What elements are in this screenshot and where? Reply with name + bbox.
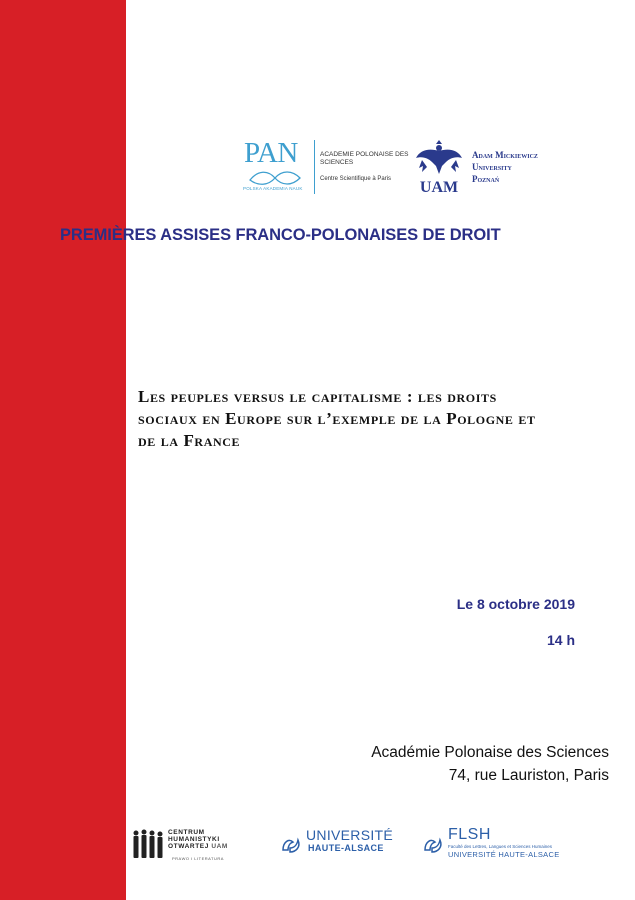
pan-academy-name: ACADEMIE POLONAISE DES SCIENCES [320,151,409,166]
event-title: PREMIÈRES ASSISES FRANCO-POLONAISES DE DROIT [60,226,501,244]
flsh-bottom: UNIVERSITÉ HAUTE-ALSACE [448,850,560,859]
uam-eagle-emblem [414,136,464,196]
uam-mark: UAM [419,179,459,196]
logo-divider [314,140,315,194]
cho-line-2: HUMANISTYKI [168,836,220,843]
uam-name [472,149,538,185]
uha-bottom: HAUTE-ALSACE [308,843,384,853]
uha-mark-icon [280,834,304,856]
event-subtitle: Les peuples versus le capitalisme : les droits sociaux en Europe sur l’exemple de la Pologne et de la France [138,387,536,450]
uam-line-3: Poznań [472,174,500,184]
flsh-top: FLSH [448,826,491,843]
uam-line-2: University [472,162,512,172]
cho-line-1: CENTRUM [168,829,205,836]
red-side-band [0,0,126,900]
flsh-mark-icon [422,834,446,856]
pan-mark: PAN [244,137,298,169]
cho-sub: PRAWO I LITERATURA [172,856,224,861]
cho-name [168,829,228,850]
pan-sub: POLSKA AKADEMIA NAUK [243,186,303,191]
cho-uam: UAM [211,843,228,850]
partner-logos [128,824,588,864]
venue-name: Académie Polonaise des Sciences [371,744,609,761]
venue-address: 74, rue Lauriston, Paris [448,767,609,784]
flsh-small: Faculté des Lettres, Langues et Sciences Humaines [448,844,553,849]
event-venue [371,741,609,787]
event-hour: 14 h [546,632,575,648]
pan-centre-name: Centre Scientifique à Paris [320,176,392,182]
uha-top: UNIVERSITÉ [306,827,394,843]
uam-line-1: Adam Mickiewicz [472,150,538,160]
cho-line-3: OTWARTEJ [168,843,209,850]
event-date: Le 8 octobre 2019 [456,596,575,612]
people-silhouettes-icon [132,828,166,860]
